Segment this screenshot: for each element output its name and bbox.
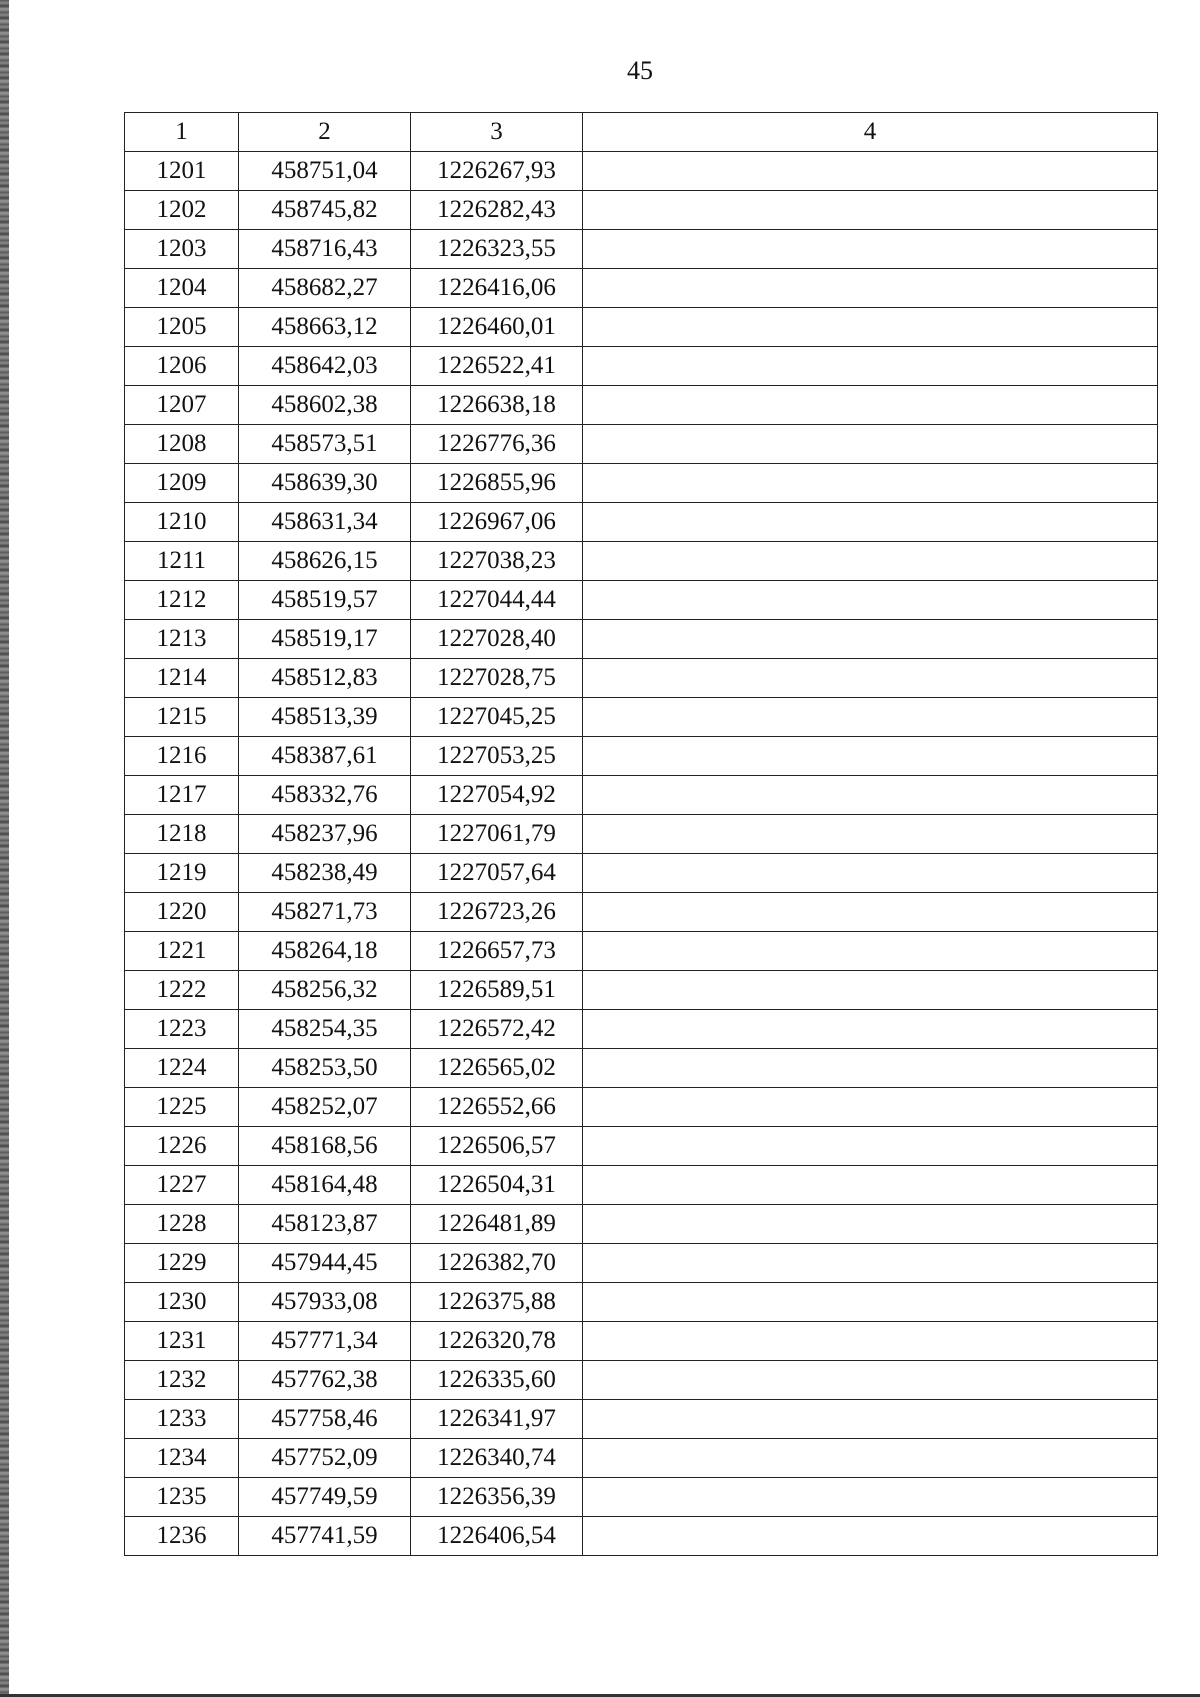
y-coordinate-cell: 1226506,57	[411, 1127, 583, 1166]
notes-cell	[583, 152, 1158, 191]
x-coordinate-cell: 457758,46	[239, 1400, 411, 1439]
point-number-cell: 1211	[125, 542, 239, 581]
point-number-cell: 1203	[125, 230, 239, 269]
page-number: 45	[627, 56, 653, 85]
x-coordinate-cell: 457741,59	[239, 1517, 411, 1556]
table-row	[125, 1166, 1158, 1205]
table-row	[125, 425, 1158, 464]
point-number-cell: 1205	[125, 308, 239, 347]
x-coordinate-cell: 458252,07	[239, 1088, 411, 1127]
point-number-cell: 1210	[125, 503, 239, 542]
notes-cell	[583, 1478, 1158, 1517]
notes-cell	[583, 932, 1158, 971]
y-coordinate-cell: 1227045,25	[411, 698, 583, 737]
point-number-cell: 1216	[125, 737, 239, 776]
y-coordinate-cell: 1226638,18	[411, 386, 583, 425]
x-coordinate-cell: 458682,27	[239, 269, 411, 308]
point-number-cell: 1225	[125, 1088, 239, 1127]
column-header-3: 3	[411, 113, 583, 152]
y-coordinate-cell: 1226382,70	[411, 1244, 583, 1283]
point-number-cell: 1230	[125, 1283, 239, 1322]
table-row	[125, 269, 1158, 308]
y-coordinate-cell: 1227061,79	[411, 815, 583, 854]
y-coordinate-cell: 1227057,64	[411, 854, 583, 893]
scan-edge	[0, 0, 9, 1697]
y-coordinate-cell: 1227038,23	[411, 542, 583, 581]
point-number-cell: 1207	[125, 386, 239, 425]
table-row	[125, 776, 1158, 815]
y-coordinate-cell: 1227028,40	[411, 620, 583, 659]
table-row	[125, 893, 1158, 932]
table-row	[125, 1283, 1158, 1322]
y-coordinate-cell: 1226967,06	[411, 503, 583, 542]
table-row	[125, 308, 1158, 347]
x-coordinate-cell: 458631,34	[239, 503, 411, 542]
notes-cell	[583, 191, 1158, 230]
x-coordinate-cell: 458639,30	[239, 464, 411, 503]
notes-cell	[583, 659, 1158, 698]
y-coordinate-cell: 1226565,02	[411, 1049, 583, 1088]
table-row	[125, 1322, 1158, 1361]
point-number-cell: 1223	[125, 1010, 239, 1049]
notes-cell	[583, 1517, 1158, 1556]
x-coordinate-cell: 458256,32	[239, 971, 411, 1010]
y-coordinate-cell: 1226335,60	[411, 1361, 583, 1400]
x-coordinate-cell: 458164,48	[239, 1166, 411, 1205]
notes-cell	[583, 1400, 1158, 1439]
point-number-cell: 1201	[125, 152, 239, 191]
point-number-cell: 1236	[125, 1517, 239, 1556]
table-row	[125, 191, 1158, 230]
point-number-cell: 1212	[125, 581, 239, 620]
point-number-cell: 1219	[125, 854, 239, 893]
table-row	[125, 581, 1158, 620]
x-coordinate-cell: 458237,96	[239, 815, 411, 854]
x-coordinate-cell: 458387,61	[239, 737, 411, 776]
point-number-cell: 1214	[125, 659, 239, 698]
point-number-cell: 1235	[125, 1478, 239, 1517]
x-coordinate-cell: 458253,50	[239, 1049, 411, 1088]
x-coordinate-cell: 457749,59	[239, 1478, 411, 1517]
y-coordinate-cell: 1226504,31	[411, 1166, 583, 1205]
notes-cell	[583, 1322, 1158, 1361]
point-number-cell: 1231	[125, 1322, 239, 1361]
x-coordinate-cell: 457771,34	[239, 1322, 411, 1361]
x-coordinate-cell: 458573,51	[239, 425, 411, 464]
y-coordinate-cell: 1226522,41	[411, 347, 583, 386]
y-coordinate-cell: 1226406,54	[411, 1517, 583, 1556]
point-number-cell: 1218	[125, 815, 239, 854]
notes-cell	[583, 1049, 1158, 1088]
notes-cell	[583, 581, 1158, 620]
table-row	[125, 698, 1158, 737]
point-number-cell: 1228	[125, 1205, 239, 1244]
table-row	[125, 737, 1158, 776]
notes-cell	[583, 1088, 1158, 1127]
y-coordinate-cell: 1226776,36	[411, 425, 583, 464]
y-coordinate-cell: 1226855,96	[411, 464, 583, 503]
table-row	[125, 659, 1158, 698]
notes-cell	[583, 425, 1158, 464]
y-coordinate-cell: 1226340,74	[411, 1439, 583, 1478]
y-coordinate-cell: 1226460,01	[411, 308, 583, 347]
point-number-cell: 1227	[125, 1166, 239, 1205]
y-coordinate-cell: 1227028,75	[411, 659, 583, 698]
table-row	[125, 932, 1158, 971]
notes-cell	[583, 230, 1158, 269]
notes-cell	[583, 854, 1158, 893]
point-number-cell: 1209	[125, 464, 239, 503]
notes-cell	[583, 464, 1158, 503]
y-coordinate-cell: 1226572,42	[411, 1010, 583, 1049]
point-number-cell: 1222	[125, 971, 239, 1010]
y-coordinate-cell: 1226356,39	[411, 1478, 583, 1517]
column-header-2: 2	[239, 113, 411, 152]
notes-cell	[583, 1205, 1158, 1244]
notes-cell	[583, 1439, 1158, 1478]
table-row	[125, 347, 1158, 386]
table-row	[125, 1127, 1158, 1166]
table-row	[125, 620, 1158, 659]
notes-cell	[583, 737, 1158, 776]
column-header-4: 4	[583, 113, 1158, 152]
table-row	[125, 1049, 1158, 1088]
notes-cell	[583, 308, 1158, 347]
point-number-cell: 1204	[125, 269, 239, 308]
table-row	[125, 854, 1158, 893]
y-coordinate-cell: 1226375,88	[411, 1283, 583, 1322]
x-coordinate-cell: 458123,87	[239, 1205, 411, 1244]
notes-cell	[583, 1127, 1158, 1166]
table-row	[125, 1517, 1158, 1556]
point-number-cell: 1229	[125, 1244, 239, 1283]
notes-cell	[583, 386, 1158, 425]
point-number-cell: 1233	[125, 1400, 239, 1439]
table-row	[125, 1244, 1158, 1283]
x-coordinate-cell: 458254,35	[239, 1010, 411, 1049]
x-coordinate-cell: 458238,49	[239, 854, 411, 893]
notes-cell	[583, 893, 1158, 932]
table-row	[125, 503, 1158, 542]
y-coordinate-cell: 1226341,97	[411, 1400, 583, 1439]
point-number-cell: 1234	[125, 1439, 239, 1478]
table-row	[125, 464, 1158, 503]
y-coordinate-cell: 1227054,92	[411, 776, 583, 815]
x-coordinate-cell: 458332,76	[239, 776, 411, 815]
y-coordinate-cell: 1226323,55	[411, 230, 583, 269]
point-number-cell: 1224	[125, 1049, 239, 1088]
point-number-cell: 1226	[125, 1127, 239, 1166]
point-number-cell: 1208	[125, 425, 239, 464]
notes-cell	[583, 815, 1158, 854]
point-number-cell: 1221	[125, 932, 239, 971]
x-coordinate-cell: 458519,57	[239, 581, 411, 620]
notes-cell	[583, 1283, 1158, 1322]
table-header-row	[125, 113, 1158, 152]
x-coordinate-cell: 457752,09	[239, 1439, 411, 1478]
notes-cell	[583, 542, 1158, 581]
notes-cell	[583, 1361, 1158, 1400]
x-coordinate-cell: 457944,45	[239, 1244, 411, 1283]
notes-cell	[583, 503, 1158, 542]
y-coordinate-cell: 1226320,78	[411, 1322, 583, 1361]
x-coordinate-cell: 458663,12	[239, 308, 411, 347]
table-row	[125, 1010, 1158, 1049]
x-coordinate-cell: 458745,82	[239, 191, 411, 230]
notes-cell	[583, 620, 1158, 659]
y-coordinate-cell: 1226416,06	[411, 269, 583, 308]
table-body	[125, 152, 1158, 1556]
notes-cell	[583, 776, 1158, 815]
x-coordinate-cell: 458751,04	[239, 152, 411, 191]
point-number-cell: 1220	[125, 893, 239, 932]
column-header-1: 1	[125, 113, 239, 152]
y-coordinate-cell: 1227044,44	[411, 581, 583, 620]
table-row	[125, 1361, 1158, 1400]
y-coordinate-cell: 1226481,89	[411, 1205, 583, 1244]
y-coordinate-cell: 1226723,26	[411, 893, 583, 932]
table-row	[125, 1478, 1158, 1517]
point-number-cell: 1217	[125, 776, 239, 815]
x-coordinate-cell: 458626,15	[239, 542, 411, 581]
table-row	[125, 815, 1158, 854]
table-row	[125, 230, 1158, 269]
notes-cell	[583, 347, 1158, 386]
x-coordinate-cell: 457933,08	[239, 1283, 411, 1322]
table-row	[125, 1400, 1158, 1439]
x-coordinate-cell: 458512,83	[239, 659, 411, 698]
notes-cell	[583, 269, 1158, 308]
point-number-cell: 1215	[125, 698, 239, 737]
y-coordinate-cell: 1226657,73	[411, 932, 583, 971]
coordinates-table	[124, 112, 1158, 1556]
x-coordinate-cell: 458716,43	[239, 230, 411, 269]
notes-cell	[583, 1010, 1158, 1049]
y-coordinate-cell: 1226282,43	[411, 191, 583, 230]
table-row	[125, 542, 1158, 581]
table-row	[125, 1088, 1158, 1127]
y-coordinate-cell: 1226552,66	[411, 1088, 583, 1127]
y-coordinate-cell: 1226267,93	[411, 152, 583, 191]
point-number-cell: 1202	[125, 191, 239, 230]
x-coordinate-cell: 458168,56	[239, 1127, 411, 1166]
x-coordinate-cell: 458264,18	[239, 932, 411, 971]
y-coordinate-cell: 1226589,51	[411, 971, 583, 1010]
x-coordinate-cell: 458271,73	[239, 893, 411, 932]
x-coordinate-cell: 458642,03	[239, 347, 411, 386]
notes-cell	[583, 1166, 1158, 1205]
point-number-cell: 1206	[125, 347, 239, 386]
x-coordinate-cell: 458513,39	[239, 698, 411, 737]
table-row	[125, 971, 1158, 1010]
x-coordinate-cell: 458602,38	[239, 386, 411, 425]
point-number-cell: 1213	[125, 620, 239, 659]
y-coordinate-cell: 1227053,25	[411, 737, 583, 776]
x-coordinate-cell: 458519,17	[239, 620, 411, 659]
table-row	[125, 386, 1158, 425]
table-row	[125, 1439, 1158, 1478]
notes-cell	[583, 971, 1158, 1010]
notes-cell	[583, 1244, 1158, 1283]
x-coordinate-cell: 457762,38	[239, 1361, 411, 1400]
table-row	[125, 152, 1158, 191]
notes-cell	[583, 698, 1158, 737]
point-number-cell: 1232	[125, 1361, 239, 1400]
table-row	[125, 1205, 1158, 1244]
